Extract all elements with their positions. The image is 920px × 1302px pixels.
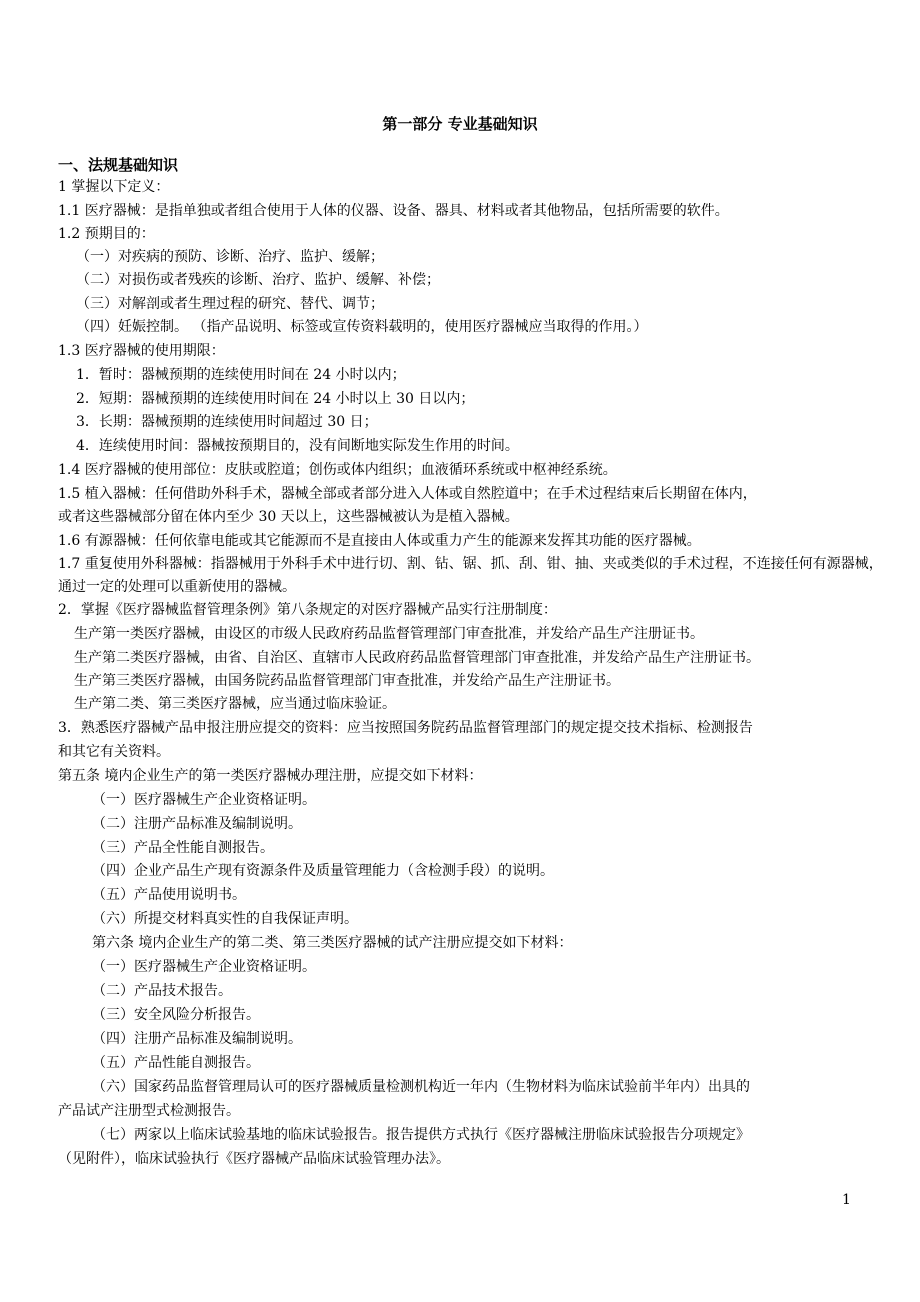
text-line: 3．长期：器械预期的连续使用时间超过 30 日； (76, 414, 378, 430)
text-line: 生产第二类医疗器械，由省、自治区、直辖市人民政府药品监督管理部门审查批准，并发给产品生产注册证书。 (74, 650, 760, 666)
text-line: 生产第一类医疗器械，由设区的市级人民政府药品监督管理部门审查批准，并发给产品生产注册证书。 (74, 626, 704, 642)
text-line: （二）注册产品标准及编制说明。 (92, 816, 302, 832)
page-number: 1 (842, 1192, 851, 1208)
section-heading: 一、法规基础知识 (58, 156, 179, 174)
text-line: （四）企业产品生产现有资源条件及质量管理能力（含检测手段）的说明。 (92, 863, 554, 879)
text-line: 2．掌握《医疗器械监督管理条例》第八条规定的对医疗器械产品实行注册制度： (58, 602, 557, 618)
text-line: 生产第三类医疗器械，由国务院药品监督管理部门审查批准，并发给产品生产注册证书。 (74, 673, 620, 689)
text-line: 1.4 医疗器械的使用部位：皮肤或腔道；创伤或体内组织；血液循环系统或中枢神经系统。 (58, 462, 617, 478)
text-line: （四）注册产品标准及编制说明。 (92, 1031, 302, 1047)
text-line: （六）国家药品监督管理局认可的医疗器械质量检测机构近一年内（生物材料为临床试验前半年内）出具的 (92, 1079, 750, 1095)
text-line: （一）对疾病的预防、诊断、治疗、监护、缓解； (76, 249, 384, 265)
text-line: 1 掌握以下定义： (58, 179, 170, 195)
text-line: 2．短期：器械预期的连续使用时间在 24 小时以上 30 日以内； (76, 391, 475, 407)
text-line: （一）医疗器械生产企业资格证明。 (92, 792, 316, 808)
text-line: 4．连续使用时间：器械按预期目的，没有间断地实际发生作用的时间。 (76, 438, 519, 454)
text-line: 通过一定的处理可以重新使用的器械。 (58, 579, 296, 595)
text-line: （七）两家以上临床试验基地的临床试验报告。报告提供方式执行《医疗器械注册临床试验报告分项规定》 (92, 1127, 750, 1143)
text-line: 第五条 境内企业生产的第一类医疗器械办理注册，应提交如下材料： (58, 768, 483, 784)
text-line: （见附件），临床试验执行《医疗器械产品临床试验管理办法》。 (58, 1151, 450, 1167)
text-line: 1.2 预期目的： (58, 226, 155, 242)
text-line: （一）医疗器械生产企业资格证明。 (92, 959, 316, 975)
text-line: 1.6 有源器械：任何依靠电能或其它能源而不是直接由人体或重力产生的能源来发挥其功能的医疗器械。 (58, 533, 701, 549)
text-line: 或者这些器械部分留在体内至少 30 天以上，这些器械被认为是植入器械。 (58, 509, 519, 525)
text-line: 1.7 重复使用外科器械：指器械用于外科手术中进行切、割、钻、锯、抓、刮、钳、抽、夹或类似的手术过程，不连接任何有源器械， (58, 556, 883, 572)
text-line: （三）产品全性能自测报告。 (92, 840, 274, 856)
text-line: 生产第二类、第三类医疗器械，应当通过临床验证。 (74, 696, 396, 712)
text-line: 第六条 境内企业生产的第二类、第三类医疗器械的试产注册应提交如下材料： (92, 935, 573, 951)
text-line: （三）安全风险分析报告。 (92, 1007, 260, 1023)
text-line: 3．熟悉医疗器械产品申报注册应提交的资料：应当按照国务院药品监督管理部门的规定提交技术指标、检测报告 (58, 720, 753, 736)
text-line: 1.3 医疗器械的使用期限： (58, 343, 225, 359)
text-line: （六）所提交材料真实性的自我保证声明。 (92, 911, 358, 927)
text-line: （三）对解剖或者生理过程的研究、替代、调节； (76, 296, 384, 312)
text-line: 1．暂时：器械预期的连续使用时间在 24 小时以内； (76, 367, 406, 383)
text-line: （二）对损伤或者残疾的诊断、治疗、监护、缓解、补偿； (76, 272, 440, 288)
text-line: 和其它有关资料。 (58, 744, 170, 760)
page-title: 第一部分 专业基础知识 (382, 115, 538, 133)
text-line: （二）产品技术报告。 (92, 983, 232, 999)
text-line: （四）妊娠控制。 （指产品说明、标签或宣传资料载明的，使用医疗器械应当取得的作用。） (76, 319, 648, 335)
text-line: 1.1 医疗器械：是指单独或者组合使用于人体的仪器、设备、器具、材料或者其他物品，包括所需要的软件。 (58, 203, 729, 219)
text-line: 产品试产注册型式检测报告。 (58, 1103, 240, 1119)
text-line: （五）产品使用说明书。 (92, 887, 246, 903)
text-line: 1.5 植入器械：任何借助外科手术，器械全部或者部分进入人体或自然腔道中；在手术过程结束后长期留在体内， (58, 486, 757, 502)
text-line: （五）产品性能自测报告。 (92, 1055, 260, 1071)
